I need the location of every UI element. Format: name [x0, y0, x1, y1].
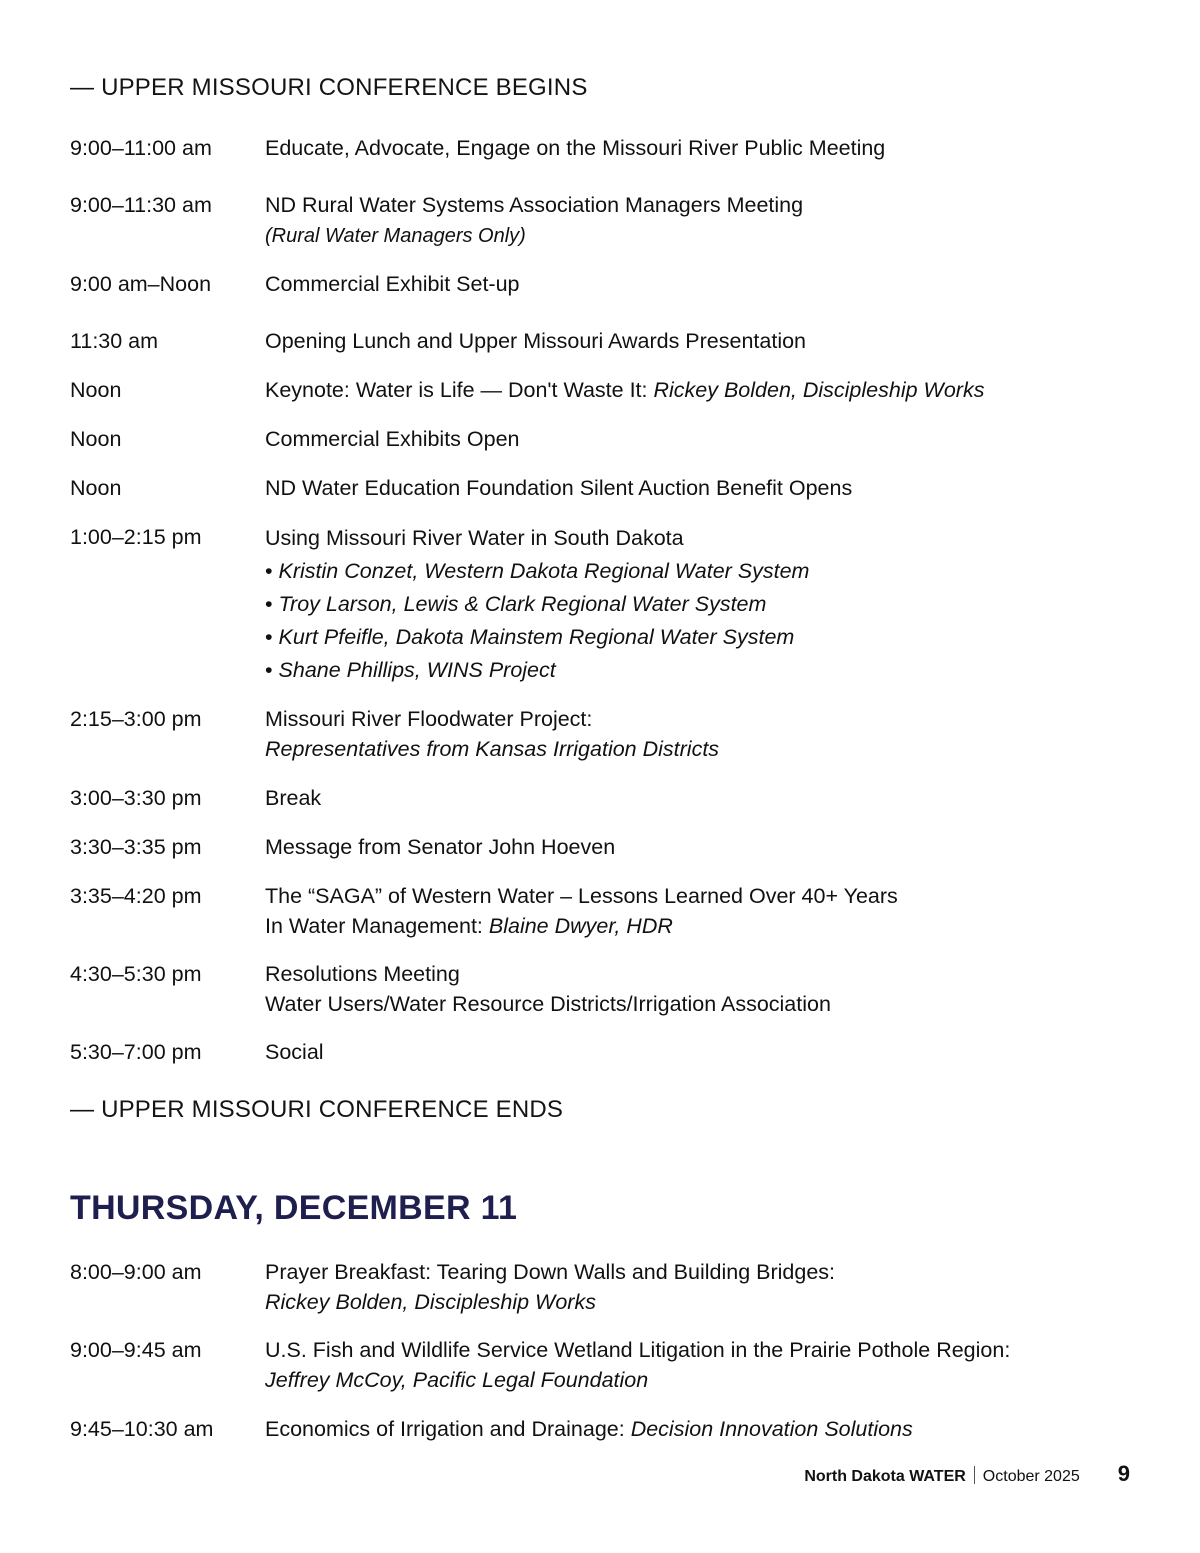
session-detail [265, 621, 1145, 654]
footer-divider [974, 1466, 975, 1484]
session-time: 9:45–10:30 am [70, 1417, 214, 1441]
session-time: 8:00–9:00 am [70, 1260, 202, 1284]
session-detail [265, 1365, 1145, 1395]
session-description [265, 190, 1145, 251]
session-title [265, 473, 1145, 503]
session-text: In Water Management: [265, 914, 489, 938]
session-description [265, 1335, 1145, 1395]
session-text: Prayer Breakfast: Tearing Down Walls and Building Bridges: [265, 1260, 836, 1284]
session-title [265, 424, 1145, 454]
session-text: • [265, 592, 279, 616]
session-text: Educate, Advocate, Engage on the Missouri River Public Meeting [265, 136, 886, 160]
session-title [265, 704, 1145, 734]
session-time: 3:35–4:20 pm [70, 884, 202, 908]
session-time: 9:00–11:00 am [70, 136, 212, 160]
session-time: 9:00–11:30 am [70, 193, 212, 217]
session-text: Missouri River Floodwater Project: [265, 707, 593, 731]
session-time: 9:00 am–Noon [70, 272, 212, 296]
session-title [265, 1257, 1145, 1287]
speaker-text: Kurt Pfeifle, Dakota Mainstem Regional Water System [278, 625, 795, 649]
session-text: Social [265, 1040, 324, 1064]
session-detail [265, 555, 1145, 588]
day-heading: THURSDAY, DECEMBER 11 [70, 1189, 518, 1227]
session-text: Using Missouri River Water in South Dakota [265, 526, 684, 550]
session-detail [265, 588, 1145, 621]
session-title [265, 832, 1145, 862]
session-description [265, 783, 1145, 813]
session-title [265, 375, 1145, 405]
session-title [265, 959, 1145, 989]
session-text: The “SAGA” of Western Water – Lessons Learned Over 40+ Years [265, 884, 898, 908]
session-time: Noon [70, 378, 122, 402]
session-description [265, 269, 1145, 299]
session-text: Break [265, 786, 322, 810]
session-text: ND Water Education Foundation Silent Auction Benefit Opens [265, 476, 853, 500]
session-text: Water Users/Water Resource Districts/Irrigation Association [265, 992, 831, 1016]
session-title [265, 190, 1145, 220]
session-time: 4:30–5:30 pm [70, 962, 202, 986]
session-text: Commercial Exhibits Open [265, 427, 520, 451]
publication-name: North Dakota WATER [804, 1468, 966, 1485]
speaker-text: Kristin Conzet, Western Dakota Regional Water System [278, 559, 810, 583]
session-title [265, 1414, 1145, 1444]
speaker-text: Jeffrey McCoy, Pacific Legal Foundation [265, 1368, 649, 1392]
session-text: Resolutions Meeting [265, 962, 460, 986]
session-time: 3:30–3:35 pm [70, 835, 202, 859]
session-time: Noon [70, 427, 122, 451]
conference-begins-heading: — UPPER MISSOURI CONFERENCE BEGINS [70, 74, 588, 101]
session-detail [265, 654, 1145, 687]
conference-ends-heading: — UPPER MISSOURI CONFERENCE ENDS [70, 1096, 564, 1123]
session-text: U.S. Fish and Wildlife Service Wetland Litigation in the Prairie Pothole Region: [265, 1338, 1011, 1362]
session-time: 2:15–3:00 pm [70, 707, 202, 731]
session-description [265, 424, 1145, 454]
session-text: • [265, 559, 279, 583]
session-text: Opening Lunch and Upper Missouri Awards Presentation [265, 329, 807, 353]
issue-date: October 2025 [982, 1468, 1080, 1485]
speaker-text: Blaine Dwyer, HDR [488, 914, 673, 938]
session-description [265, 704, 1145, 764]
session-text: • [265, 658, 279, 682]
speaker-text: Rickey Bolden, Discipleship Works [265, 1290, 596, 1314]
session-text: Economics of Irrigation and Drainage: [265, 1417, 631, 1441]
speaker-text: Rickey Bolden, Discipleship Works [653, 378, 985, 402]
session-title [265, 269, 1145, 299]
session-title [265, 1335, 1145, 1365]
session-title [265, 783, 1145, 813]
session-time: Noon [70, 476, 122, 500]
session-title [265, 1037, 1145, 1067]
page-footer [804, 1462, 1130, 1489]
speaker-text: Representatives from Kansas Irrigation Districts [265, 737, 720, 761]
speaker-text: Decision Innovation Solutions [630, 1417, 913, 1441]
session-time: 9:00–9:45 am [70, 1338, 202, 1362]
session-text: ND Rural Water Systems Association Managers Meeting [265, 193, 804, 217]
session-description [265, 881, 1145, 941]
session-description [265, 959, 1145, 1019]
page-number: 9 [1117, 1461, 1130, 1486]
session-detail [265, 220, 1145, 251]
session-title [265, 522, 1145, 555]
session-description [265, 326, 1145, 356]
session-description [265, 522, 1145, 687]
session-text: Message from Senator John Hoeven [265, 835, 616, 859]
session-time: 5:30–7:00 pm [70, 1040, 202, 1064]
session-title [265, 133, 1145, 163]
session-text: Keynote: Water is Life — Don't Waste It: [265, 378, 654, 402]
speaker-text: (Rural Water Managers Only) [265, 225, 526, 247]
session-description [265, 473, 1145, 503]
speaker-text: Troy Larson, Lewis & Clark Regional Water System [278, 592, 767, 616]
speaker-text: Shane Phillips, WINS Project [278, 658, 556, 682]
session-detail [265, 989, 1145, 1019]
session-detail [265, 1287, 1145, 1317]
session-description [265, 1414, 1145, 1444]
session-title [265, 326, 1145, 356]
session-text: Commercial Exhibit Set-up [265, 272, 520, 296]
session-detail [265, 734, 1145, 764]
session-description [265, 133, 1145, 163]
session-time: 11:30 am [70, 329, 159, 353]
session-description [265, 1257, 1145, 1317]
session-description [265, 375, 1145, 405]
session-time: 3:00–3:30 pm [70, 786, 202, 810]
session-detail [265, 911, 1145, 941]
session-title [265, 881, 1145, 911]
session-description [265, 1037, 1145, 1067]
session-text: • [265, 625, 279, 649]
session-description [265, 832, 1145, 862]
session-time: 1:00–2:15 pm [70, 525, 202, 549]
